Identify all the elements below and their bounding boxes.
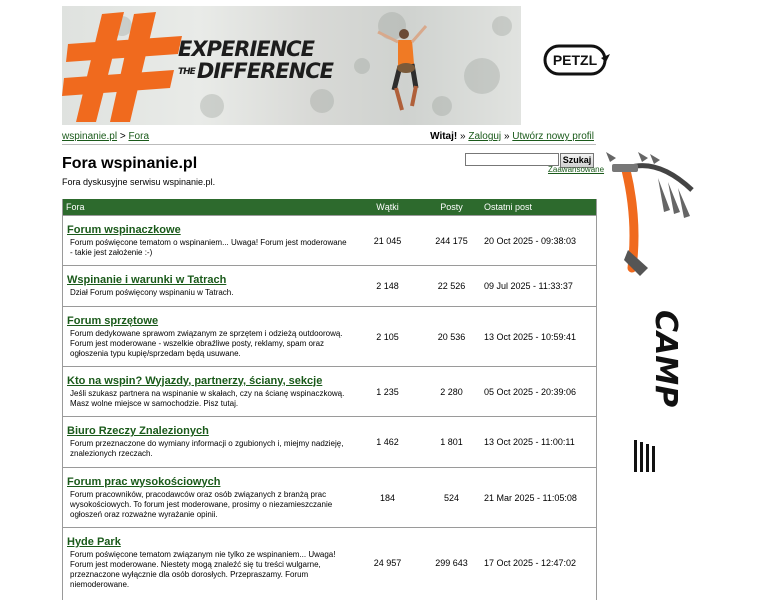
forum-title-link[interactable]: Wspinanie i warunki w Tatrach	[67, 274, 227, 286]
forum-last-post: 21 Mar 2025 - 11:05:08	[480, 468, 597, 528]
table-row	[62, 528, 597, 598]
table-row	[62, 307, 597, 367]
forum-description: Jeśli szukasz partnera na wspinanie w skałach, czy na ścianę wspinaczkową. Masz wolne miejsce w samochodzie. Pisz tutaj.	[70, 388, 345, 408]
userbar-separator: »	[460, 131, 466, 142]
camp-logo[interactable]	[630, 306, 683, 474]
forum-last-post: 13 Oct 2025 - 10:59:41	[480, 307, 597, 367]
forum-posts-count: 299 643	[423, 528, 480, 598]
forum-description: Forum poświęcone tematom o wspinaniem... Uwaga! Forum jest moderowane - takie jest założenie :-)	[70, 237, 347, 257]
forum-last-post: 17 Oct 2025 - 12:47:02	[480, 528, 597, 598]
breadcrumb-separator: >	[119, 131, 126, 142]
col-header-last-post: Ostatni post	[480, 199, 597, 216]
forum-posts-count: 244 175	[423, 216, 480, 266]
col-header-fora: Fora	[62, 199, 352, 216]
banner-ad[interactable]	[62, 6, 521, 125]
table-row	[62, 216, 597, 266]
breadcrumb-current-link[interactable]: Fora	[128, 131, 150, 142]
forum-threads-count: 184	[352, 468, 423, 528]
breadcrumb-home-link[interactable]: wspinanie.pl	[62, 131, 118, 142]
headline-the: THE	[178, 67, 195, 77]
forum-title-link[interactable]: Kto na wspin? Wyjazdy, partnerzy, ściany, sekcje	[67, 374, 323, 387]
forum-posts-count: 20 536	[423, 307, 480, 367]
forum-title-link[interactable]: Forum prac wysokościowych	[67, 475, 221, 488]
search-button[interactable]: Szukaj	[560, 153, 594, 168]
table-row	[62, 417, 597, 468]
forum-threads-count: 1 235	[352, 367, 423, 417]
forum-last-post: 20 Oct 2025 - 09:38:03	[480, 216, 597, 266]
login-link[interactable]: Zaloguj	[468, 131, 502, 142]
forum-description: Forum dedykowane sprawom związanym ze sprzętem i odzieżą outdoorową. Forum jest moderowane - wszelkie obraźliwe posty, reklamy, spam oraz ogłoszenia typu kupię/sprzedam będą usuwane.	[70, 328, 343, 358]
welcome-text: Witaj!	[430, 131, 458, 142]
page-title: Fora wspinanie.pl	[62, 155, 198, 172]
headline-line2: DIFFERENCE	[196, 59, 333, 83]
forum-description: Forum pracowników, pracodawców oraz osób związanych z branżą prac wysokościowych. To forum jest moderowane, prosimy o niezamieszczanie ogłoszeń oraz rozważne wyrażanie opinii.	[70, 489, 333, 519]
forum-threads-count: 1 462	[352, 417, 423, 468]
petzl-logo-text: PETZL	[552, 52, 598, 68]
col-header-posts: Posty	[423, 199, 480, 216]
forum-posts-count: 22 526	[423, 266, 480, 307]
forum-last-post: 05 Oct 2025 - 20:39:06	[480, 367, 597, 417]
forum-posts-count: 2 280	[423, 367, 480, 417]
forum-threads-count: 21 045	[352, 216, 423, 266]
search-input[interactable]	[465, 153, 559, 166]
advanced-search-link[interactable]: Zaawansowane	[548, 165, 605, 174]
headline-line1: EXPERIENCE	[178, 37, 314, 61]
forum-threads-count: 2 105	[352, 307, 423, 367]
forum-table	[62, 199, 597, 598]
header-divider	[62, 144, 596, 145]
banner-headline	[178, 37, 333, 83]
userbar-separator: »	[503, 131, 510, 142]
camp-logo-text: CAMP	[648, 310, 683, 408]
table-row	[62, 266, 597, 307]
forum-title-link[interactable]: Hyde Park	[67, 535, 121, 548]
forum-description: Forum poświęcone tematom związanym nie tylko ze wspinaniem... Uwaga! Forum jest moderowane. Niestety mogą znaleźć się tu treści wulgarne, przeznaczone wyłącznie dla osób dorosłych. Przepraszamy. Forum niemoderowane.	[70, 549, 336, 589]
register-link[interactable]: Utwórz nowy profil	[512, 131, 594, 142]
forum-posts-count: 524	[423, 468, 480, 528]
forum-description: Dział Forum poświęcony wspinaniu w Tatrach.	[70, 288, 234, 297]
col-header-threads: Wątki	[352, 199, 423, 216]
user-bar	[430, 131, 594, 142]
petzl-logo[interactable]	[543, 44, 611, 76]
forum-last-post: 13 Oct 2025 - 11:00:11	[480, 417, 597, 468]
forum-title-link[interactable]: Biuro Rzeczy Znalezionych	[67, 425, 209, 437]
table-row	[62, 468, 597, 528]
forum-threads-count: 24 957	[352, 528, 423, 598]
forum-title-link[interactable]: Forum wspinaczkowe	[67, 223, 181, 236]
table-row	[62, 367, 597, 417]
climber-figure	[378, 26, 426, 110]
forum-title-link[interactable]: Forum sprzętowe	[67, 314, 159, 327]
forum-threads-count: 2 148	[352, 266, 423, 307]
ice-axe-ad[interactable]	[598, 150, 700, 278]
forum-description: Forum przeznaczone do wymiany informacji o zgubionych i, miejmy nadzieję, znalezionych rzeczach.	[70, 439, 344, 458]
page-subtitle: Fora dyskusyjne serwisu wspinanie.pl.	[62, 177, 216, 187]
breadcrumb	[62, 131, 149, 142]
forum-last-post: 09 Jul 2025 - 11:33:37	[480, 266, 597, 307]
forum-posts-count: 1 801	[423, 417, 480, 468]
forum-table-header	[62, 199, 597, 216]
